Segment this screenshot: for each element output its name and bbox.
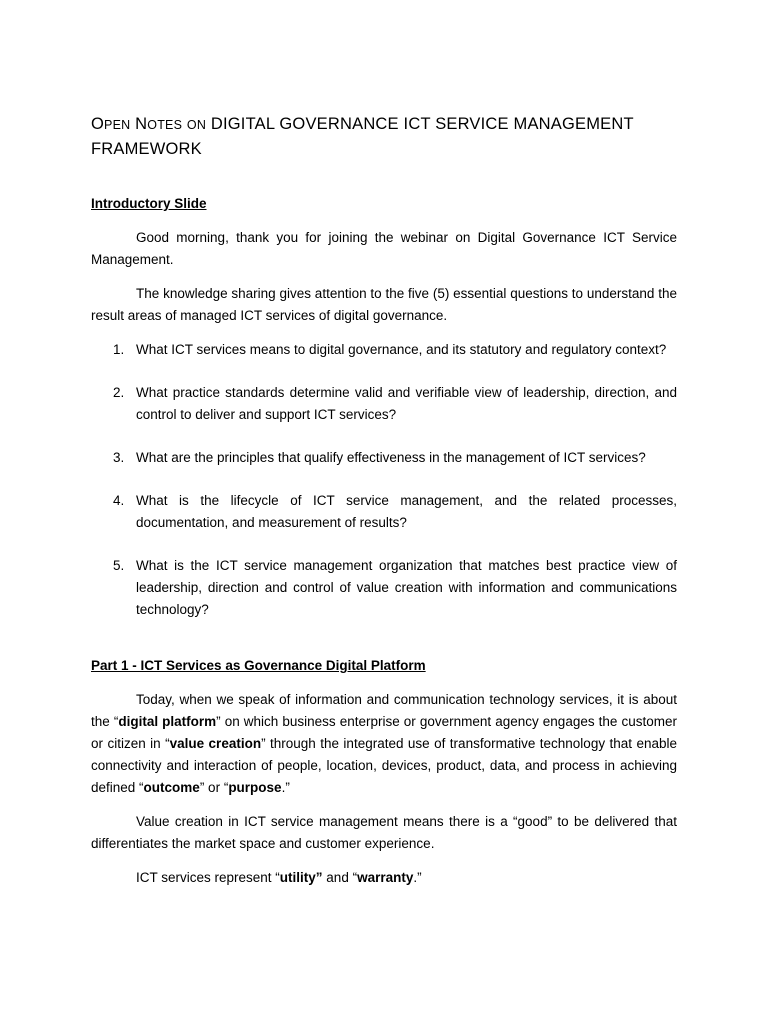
list-item: 5. What is the ICT service management organization that matches best practice view of leadership, direction and control of value creation with information and communications technology? <box>113 558 677 617</box>
list-item: 2. What practice standards determine valid and verifiable view of leadership, direction, and control to deliver and support ICT services? <box>113 385 677 422</box>
part1-paragraph-2: Value creation in ICT service management means there is a “good” to be delivered that differentiates the market space and customer experience. <box>91 814 677 851</box>
section-heading-part1: Part 1 - ICT Services as Governance Digital Platform <box>91 658 426 673</box>
title-notes-cap: N <box>135 115 148 133</box>
list-item: 3. What are the principles that qualify effectiveness in the management of ICT services? <box>113 450 646 465</box>
title-on: ON <box>186 118 207 132</box>
list-item: 4. What is the lifecycle of ICT service management, and the related processes, documentation, and measurement of results? <box>113 493 677 530</box>
title-notes-rest: OTES <box>147 118 183 132</box>
intro-paragraph-1: Good morning, thank you for joining the webinar on Digital Governance ICT Service Management. <box>91 230 677 267</box>
document-title <box>91 112 677 161</box>
questions-list <box>91 339 677 621</box>
part1-paragraph-3: ICT services represent “utility” and “warranty.” <box>136 870 422 885</box>
part1-paragraph-1: Today, when we speak of information and communication technology services, it is about the “digital platform” on which business enterprise or government agency engages the customer or citizen in “value creation” through the integrated use of transformative technology that enable connectivity and interaction of people, location, devices, product, data, and process in achieving defined “outcome” or “purpose.” <box>91 692 678 795</box>
list-item: 1. What ICT services means to digital governance, and its statutory and regulatory context? <box>113 342 667 357</box>
section-heading-intro: Introductory Slide <box>91 196 207 211</box>
title-line2: FRAMEWORK <box>91 140 202 158</box>
intro-paragraph-2: The knowledge sharing gives attention to the five (5) essential questions to understand the result areas of managed ICT services of digital governance. <box>91 286 677 323</box>
title-open-cap: O <box>91 115 105 133</box>
title-main: DIGITAL GOVERNANCE ICT SERVICE MANAGEMENT <box>210 115 634 133</box>
title-open-rest: PEN <box>104 118 131 132</box>
